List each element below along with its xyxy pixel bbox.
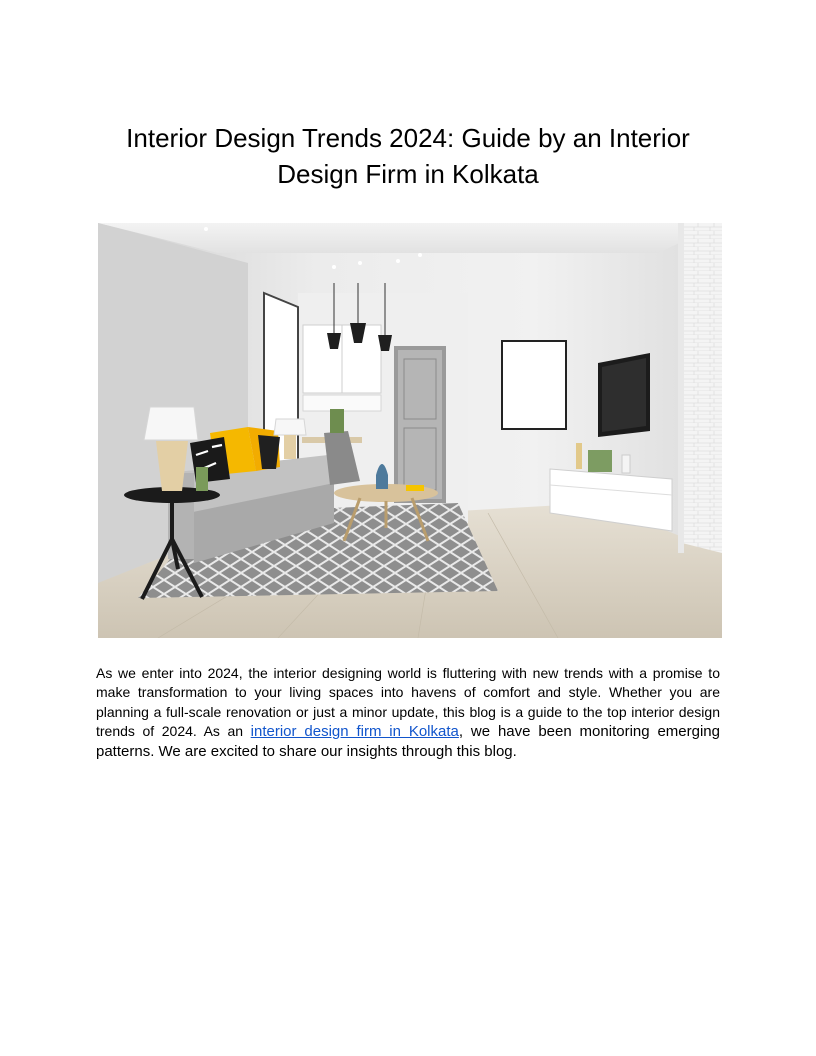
document-title: Interior Design Trends 2024: Guide by an Interior Design Firm in Kolkata [126,123,690,189]
intro-paragraph [96,664,720,761]
intro-text-after: , we have been monitoring emerging patterns. We are excited to share our insights through this blog. [96,723,720,760]
living-room-photo [98,223,722,638]
intro-text-before: As we enter into 2024, the interior designing world is fluttering with new trends with a promise to make transformation to your living spaces into havens of comfort and style. Whether you are planning a full-scale renovation or just a minor update, this blog is a guide to the top interior design trends of 2024. As an [96,665,720,740]
interior-design-firm-link[interactable]: interior design firm in Kolkata [250,723,459,741]
